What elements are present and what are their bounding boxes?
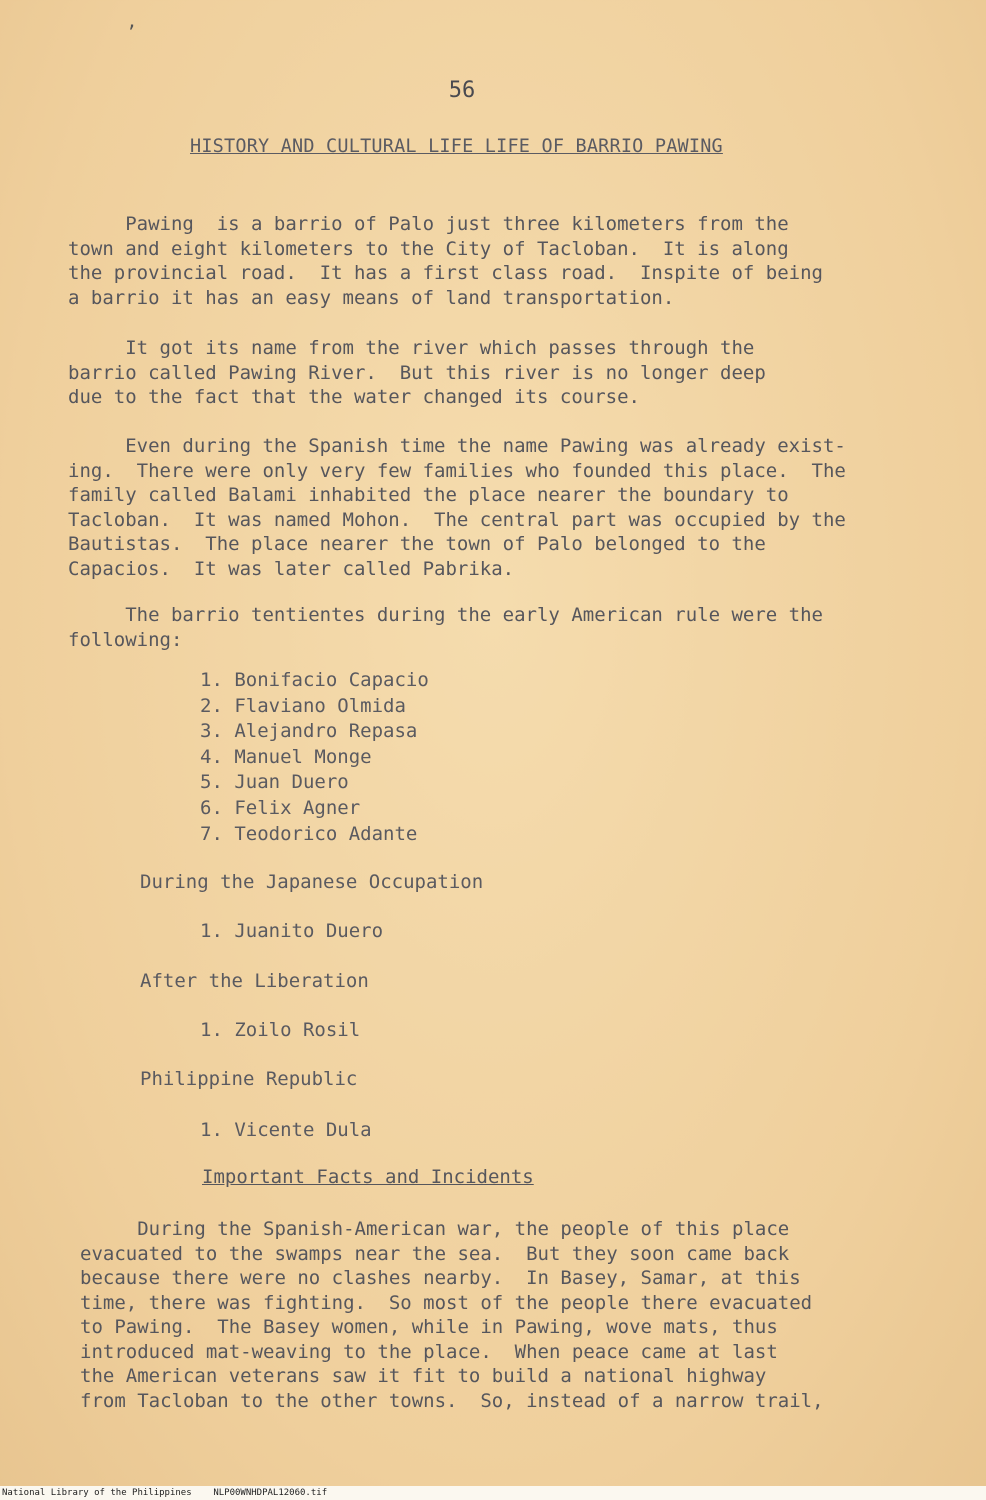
list-item: 5. Juan Duero [200, 771, 349, 794]
paragraph-tenientes-intro: The barrio tentientes during the early American rule were the following: [68, 604, 823, 651]
list-item: 2. Flaviano Olmida [200, 694, 406, 717]
list-item: 3. Alejandro Repasa [200, 720, 418, 743]
list-item: 1. Juanito Duero [200, 920, 384, 942]
page-number: 56 [448, 78, 476, 103]
paragraph-spanish-time: Even during the Spanish time the name Pawing was already exist- ing. There were only very few families who founded this place. The family called Balami inhabited the place nearer the boundary to Tacloban. It was named Mohon. The central part was occupied by the Bautistas. The place nearer the town of Palo belonged to the Capacios. It was later called Pabrika. [68, 435, 846, 580]
liberation-heading: After the Liberation [140, 970, 369, 992]
scan-footer: National Library of the Philippines NLP00WNHDPAL12060.tif [0, 1486, 986, 1500]
document-title: HISTORY AND CULTURAL LIFE LIFE OF BARRIO PAWING [190, 136, 723, 157]
list-item: 1. Bonifacio Capacio [200, 669, 429, 691]
paragraph-name-origin: It got its name from the river which passes through the barrio called Pawing River. But this river is no longer deep due to the fact that the water changed its course. [68, 337, 766, 408]
japanese-occupation-heading: During the Japanese Occupation [140, 871, 484, 893]
liberation-list [200, 1018, 360, 1044]
american-rule-list [200, 668, 429, 847]
philippine-republic-list [200, 1118, 372, 1144]
paragraph-location: Pawing is a barrio of Palo just three kilometers from the town and eight kilometers to the City of Tacloban. It is along the provincial road. It has a first class road. Inspite of being a barrio it has an easy means of land transportation. [68, 213, 823, 309]
list-item: 1. Zoilo Rosil [200, 1019, 361, 1041]
list-item: 4. Manuel Monge [200, 745, 372, 768]
list-item: 7. Teodorico Adante [200, 822, 418, 845]
ink-mark: ’ [126, 22, 137, 43]
philippine-republic-heading: Philippine Republic [140, 1068, 358, 1090]
paragraph-spanish-american-war: During the Spanish-American war, the people of this place evacuated to the swamps near the sea. But they soon came back because there were no clashes nearby. In Basey, Samar, at this time, there was fighting. So most of the people there evacuated to Pawing. The Basey women, while in Pawing, wove mats, thus introduced mat-weaving to the place. When peace came at last the American veterans saw it fit to build a national highway from Tacloban to the other towns. So, instead of a narrow trail, [80, 1218, 824, 1412]
list-item: 1. Vicente Dula [200, 1119, 372, 1141]
list-item: 6. Felix Agner [200, 796, 361, 819]
facts-section-title: Important Facts and Incidents [202, 1166, 534, 1188]
japanese-occupation-list [200, 919, 383, 945]
